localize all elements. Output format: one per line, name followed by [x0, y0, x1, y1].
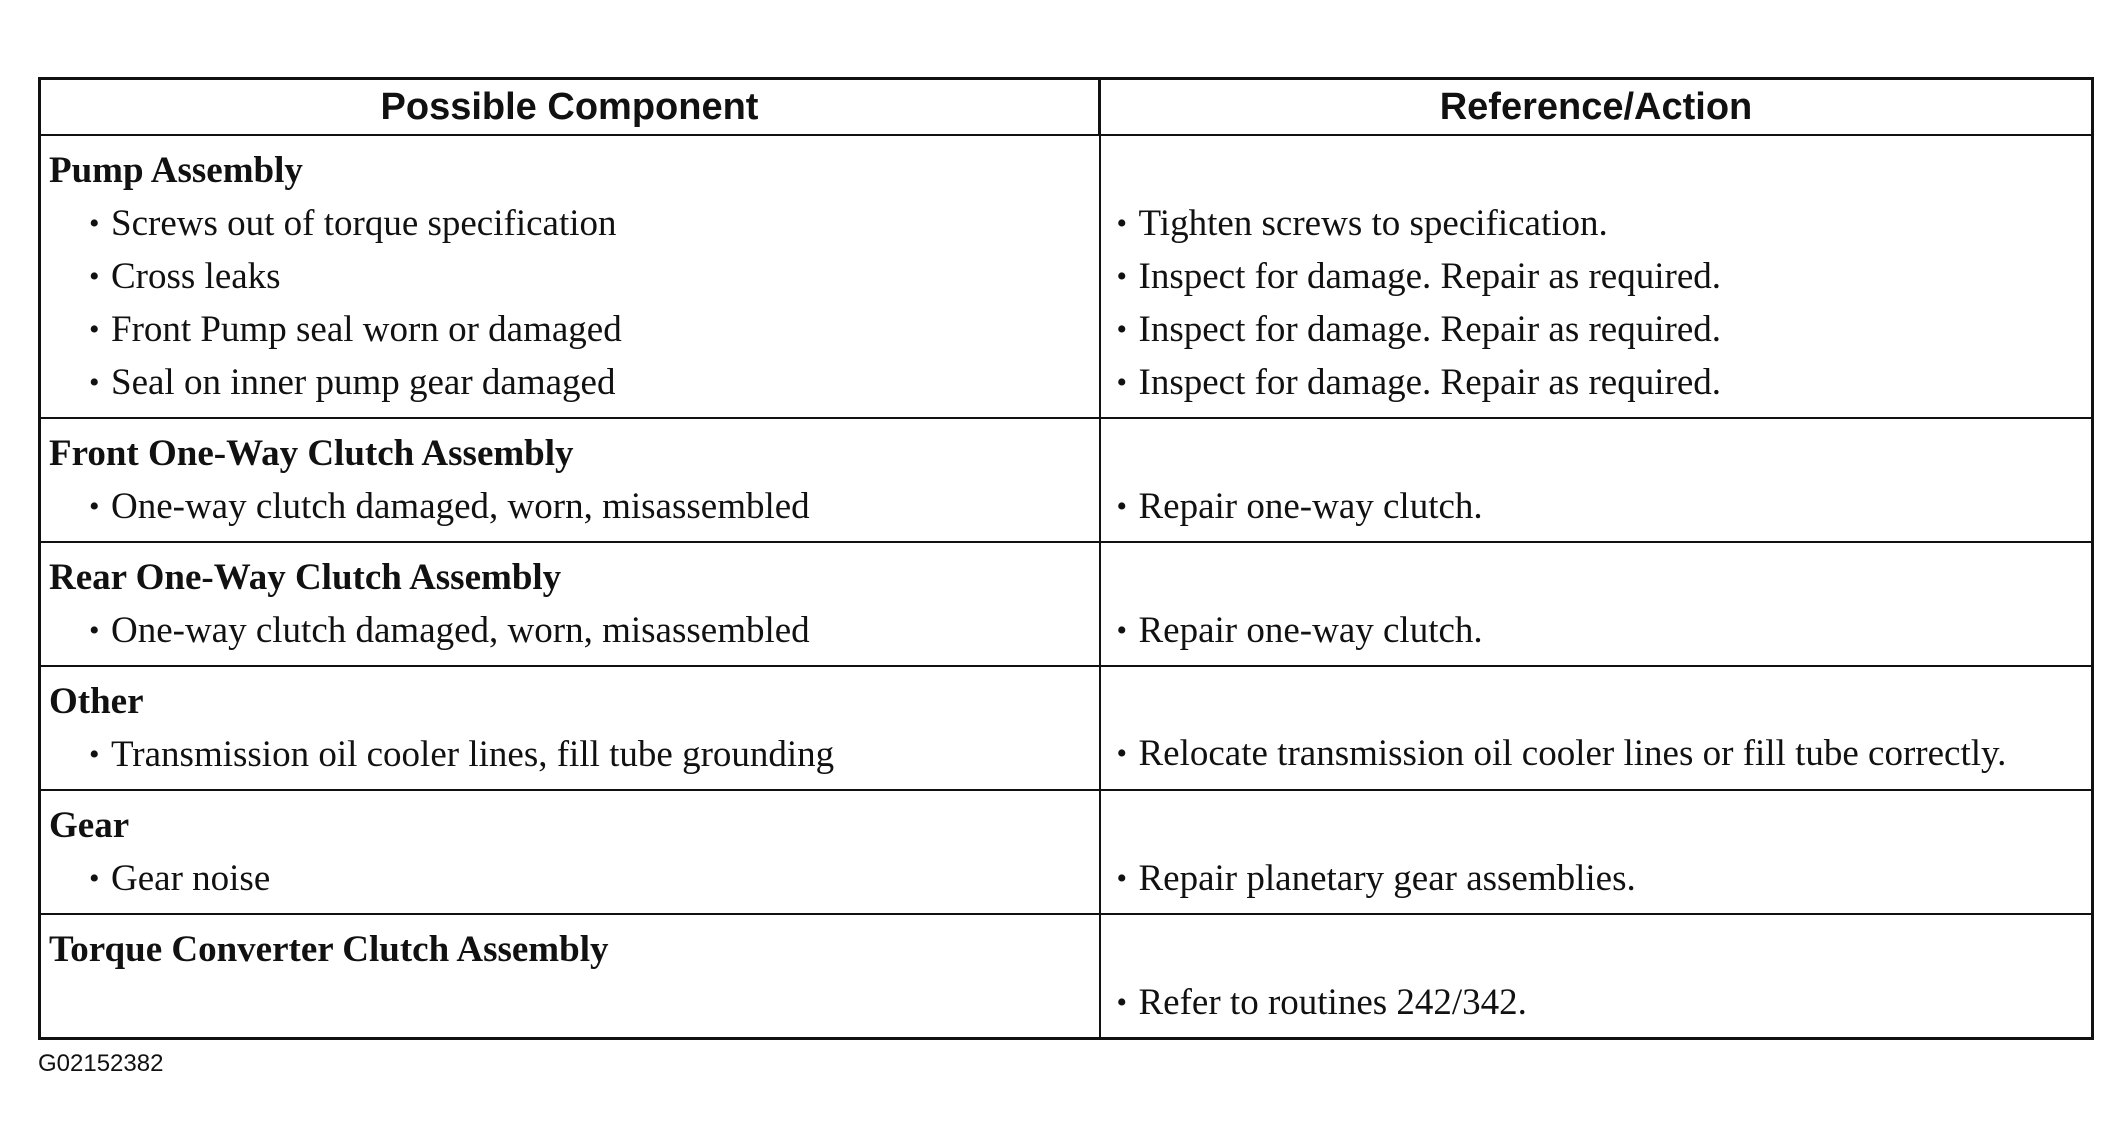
bullet-icon: •	[1116, 986, 1128, 1019]
bullet-icon: •	[1116, 313, 1128, 346]
bullet-icon: •	[89, 738, 100, 771]
bullet-icon: •	[1116, 614, 1128, 647]
action-cell	[1100, 542, 2093, 666]
action-item: • Repair one-way clutch.	[1109, 480, 2082, 533]
component-cell	[40, 914, 1100, 1039]
action-item: • Repair planetary gear assemblies.	[1109, 852, 2082, 905]
spacer	[1109, 551, 2082, 604]
diagnosis-table	[38, 77, 2094, 1040]
action-item: • Repair one-way clutch.	[1109, 604, 2082, 657]
spacer	[1109, 144, 2082, 197]
group-title: Pump Assembly	[49, 150, 303, 191]
component-item: • Screws out of torque specification	[49, 197, 1089, 250]
component-item: • One-way clutch damaged, worn, misassembled	[49, 480, 1089, 533]
action-cell	[1100, 790, 2093, 914]
bullet-icon: •	[1116, 862, 1128, 895]
table-row	[40, 790, 2093, 914]
spacer	[1109, 799, 2082, 852]
component-item: • Cross leaks	[49, 250, 1089, 303]
action-cell	[1100, 666, 2093, 790]
table-row	[40, 666, 2093, 790]
action-item: • Relocate transmission oil cooler lines or fill tube correctly.	[1109, 728, 2082, 780]
component-item: • Transmission oil cooler lines, fill tube grounding	[49, 728, 1089, 781]
group-title: Rear One-Way Clutch Assembly	[49, 557, 562, 598]
spacer	[1109, 427, 2082, 480]
bullet-icon: •	[89, 862, 100, 895]
action-cell	[1100, 914, 2093, 1039]
bullet-icon: •	[1116, 260, 1128, 293]
header-possible-component: Possible Component	[40, 79, 1100, 136]
table-row	[40, 914, 2093, 1039]
table-row	[40, 418, 2093, 542]
action-cell	[1100, 135, 2093, 418]
action-item: • Refer to routines 242/342.	[1109, 976, 2082, 1029]
component-cell	[40, 135, 1100, 418]
bullet-icon: •	[89, 207, 100, 240]
action-item: • Inspect for damage. Repair as required.	[1109, 250, 2082, 303]
table-row	[40, 135, 2093, 418]
spacer	[49, 976, 1089, 1029]
bullet-icon: •	[89, 313, 100, 346]
figure-id: G02152382	[38, 1050, 164, 1077]
group-title: Torque Converter Clutch Assembly	[49, 929, 609, 970]
component-cell	[40, 418, 1100, 542]
spacer	[1109, 675, 2082, 728]
component-cell	[40, 542, 1100, 666]
action-item: • Inspect for damage. Repair as required.	[1109, 303, 2082, 356]
bullet-icon: •	[1116, 366, 1128, 399]
bullet-icon: •	[1116, 490, 1128, 523]
bullet-icon: •	[1116, 207, 1128, 240]
component-cell	[40, 666, 1100, 790]
spacer	[1109, 923, 2082, 976]
action-item: • Tighten screws to specification.	[1109, 197, 2082, 250]
bullet-icon: •	[89, 260, 100, 293]
component-item: • Gear noise	[49, 852, 1089, 905]
header-row	[40, 79, 2093, 136]
component-item: • One-way clutch damaged, worn, misassembled	[49, 604, 1089, 657]
bullet-icon: •	[1116, 737, 1128, 770]
component-item: • Front Pump seal worn or damaged	[49, 303, 1089, 356]
bullet-icon: •	[89, 366, 100, 399]
bullet-icon: •	[89, 490, 100, 523]
group-title: Front One-Way Clutch Assembly	[49, 433, 574, 474]
group-title: Gear	[49, 805, 130, 846]
table-row	[40, 542, 2093, 666]
header-reference-action: Reference/Action	[1100, 79, 2093, 136]
bullet-icon: •	[89, 614, 100, 647]
action-item: • Inspect for damage. Repair as required.	[1109, 356, 2082, 409]
group-title: Other	[49, 681, 144, 722]
component-cell	[40, 790, 1100, 914]
action-cell	[1100, 418, 2093, 542]
component-item: • Seal on inner pump gear damaged	[49, 356, 1089, 409]
